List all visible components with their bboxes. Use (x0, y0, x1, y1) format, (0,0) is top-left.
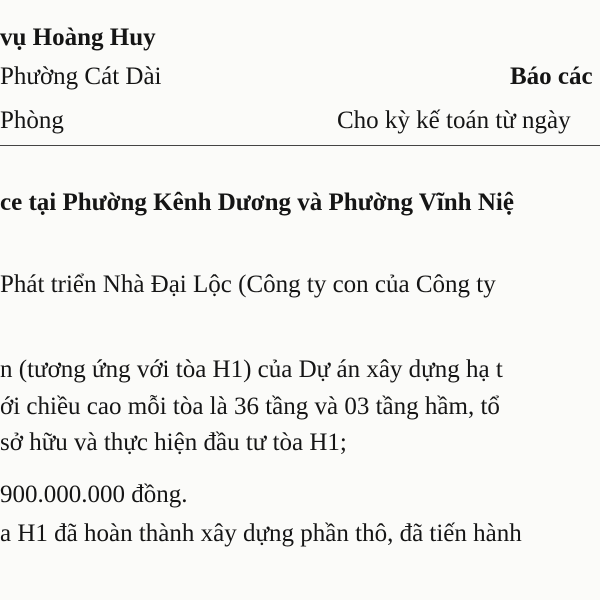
company-name: vụ Hoàng Huy (0, 24, 156, 51)
section-heading: ce tại Phường Kênh Dương và Phường Vĩnh Niệ (0, 189, 514, 216)
amount-line: 900.000.000 đồng. (0, 481, 188, 508)
paragraph-2-line-3: sở hữu và thực hiện đầu tư tòa H1; (0, 429, 347, 456)
header-divider (0, 145, 600, 146)
paragraph-1: Phát triển Nhà Đại Lộc (Công ty con của Công ty (0, 271, 496, 298)
paragraph-2-line-2: ới chiều cao mỗi tòa là 36 tầng và 03 tầng hầm, tổ (0, 393, 500, 420)
company-address: Phường Cát Dài (0, 63, 162, 90)
paragraph-3: a H1 đã hoàn thành xây dựng phần thô, đã tiến hành (0, 520, 522, 547)
paragraph-2-line-1: n (tương ứng với tòa H1) của Dự án xây dựng hạ t (0, 356, 503, 383)
report-period: Cho kỳ kế toán từ ngày (337, 107, 571, 134)
company-city: Phòng (0, 107, 64, 134)
report-title: Báo các (510, 63, 593, 90)
